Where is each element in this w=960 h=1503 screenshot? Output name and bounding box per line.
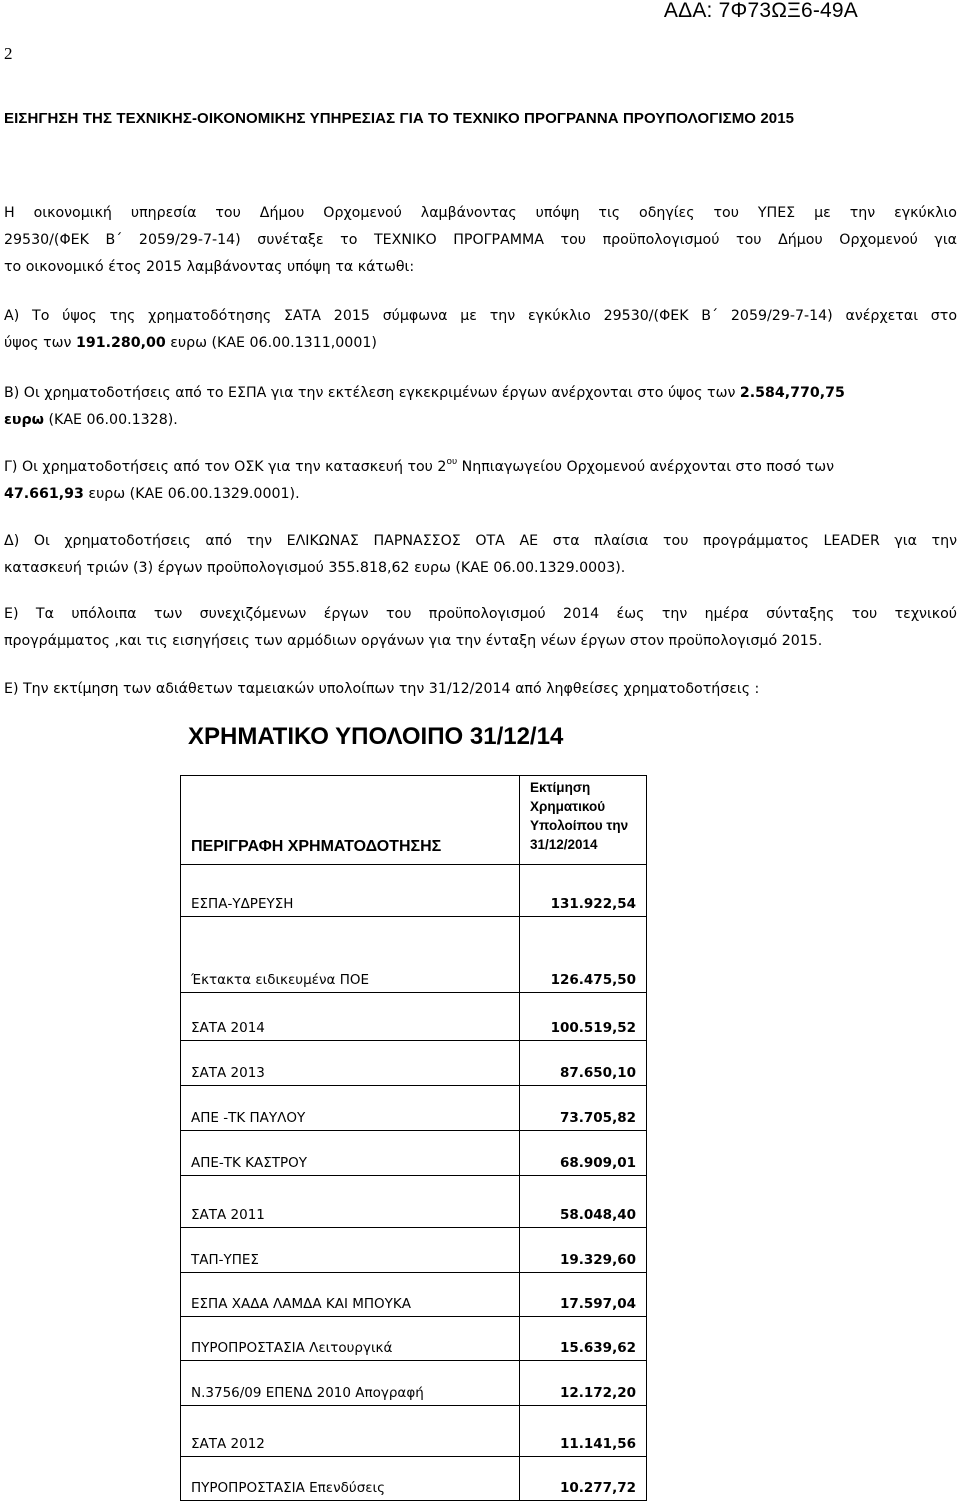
balance-table: [180, 775, 647, 1501]
item-a-line: Α) Το ύψος της χρηματοδότησης ΣΑΤΑ 2015 σύμφωνα με την εγκύκλιο 29530/(ΦΕΚ Β΄ 2059/29-7-14) ανέρχεται στο: [4, 308, 957, 324]
item-b-amount: 2.584,770,75: [739, 385, 845, 401]
row-description: ΣΑΤΑ 2013: [181, 1041, 520, 1086]
table-row: [181, 1228, 647, 1273]
row-description: ΑΠΕ-ΤΚ ΚΑΣΤΡΟΥ: [181, 1131, 520, 1176]
table-header-row: [181, 776, 647, 865]
header-amount-line: Υπολοίπου την: [530, 818, 629, 833]
item-d-line: κατασκευή τριών (3) έργων προϋπολογισμού 355.818,62 ευρω (ΚΑΕ 06.00.1329.0003).: [4, 560, 626, 576]
table-row: [181, 1317, 647, 1361]
header-amount-line: Εκτίμηση: [530, 780, 591, 795]
intro-line: 29530/(ΦΕΚ Β΄ 2059/29-7-14) συνέταξε το ΤΕΧΝΙΚΟ ΠΡΟΓΡΑΜΜΑ του προϋπολογισμού του Δήμου Ορχομενού για: [4, 232, 957, 248]
table-row: [181, 993, 647, 1041]
ada-code: ΑΔΑ: 7Φ73ΩΞ6-49Α: [663, 0, 858, 22]
text: Γ) Οι χρηματοδοτήσεις από τον ΟΣΚ για την κατασκευή του 2: [4, 459, 447, 475]
document-heading: ΕΙΣΗΓΗΣΗ ΤΗΣ ΤΕΧΝΙΚΗΣ-ΟΙΚΟΝΟΜΙΚΗΣ ΥΠΗΡΕΣΙΑΣ ΓΙΑ ΤΟ ΤΕΧΝΙΚΟ ΠΡΟΓΡΑΝΝΑ ΠΡΟΥΠΟΛΟΓΙΣΜΟ 2015: [4, 110, 795, 127]
table-title: ΧΡΗΜΑΤΙΚΟ ΥΠΟΛΟΙΠΟ 31/12/14: [188, 723, 564, 750]
row-description: ΠΥΡΟΠΡΟΣΤΑΣΙΑ Επενδύσεις: [181, 1457, 520, 1501]
row-description: Έκτακτα ειδικευμένα ΠΟΕ: [181, 917, 520, 993]
header-description: ΠΕΡΙΓΡΑΦΗ ΧΡΗΜΑΤΟΔΟΤΗΣΗΣ: [181, 776, 520, 865]
table-row: [181, 1361, 647, 1406]
item-c-line: [4, 454, 957, 481]
item-b-line: [4, 380, 957, 407]
item-b-paragraph: [4, 380, 957, 434]
item-c-paragraph: [4, 454, 957, 508]
intro-paragraph: [4, 200, 957, 281]
table-row: [181, 1041, 647, 1086]
item-a-amount: 191.280,00: [75, 335, 166, 351]
text: ύψος των: [4, 335, 76, 351]
row-amount: 87.650,10: [520, 1041, 647, 1086]
table-row: [181, 1273, 647, 1317]
row-amount: 68.909,01: [520, 1131, 647, 1176]
row-description: ΠΥΡΟΠΡΟΣΤΑΣΙΑ Λειτουργικά: [181, 1317, 520, 1361]
row-description: Ν.3756/09 ΕΠΕΝΔ 2010 Απογραφή: [181, 1361, 520, 1406]
row-amount: 12.172,20: [520, 1361, 647, 1406]
item-e2-paragraph: [4, 676, 957, 703]
table-body: [181, 776, 647, 1501]
row-amount: 15.639,62: [520, 1317, 647, 1361]
item-b-line: [4, 407, 957, 434]
row-description: ΕΣΠΑ ΧΑΔΑ ΛΑΜΔΑ ΚΑΙ ΜΠΟΥΚΑ: [181, 1273, 520, 1317]
text: (ΚΑΕ 06.00.1328).: [43, 412, 178, 428]
item-a-paragraph: [4, 303, 957, 357]
text: Νηπιαγωγείου Ορχομενού ανέρχονται στο ποσό των: [457, 459, 835, 475]
table-row: [181, 865, 647, 917]
row-amount: 11.141,56: [520, 1406, 647, 1457]
row-amount: 10.277,72: [520, 1457, 647, 1501]
item-d-paragraph: [4, 528, 957, 582]
item-e1-line: προγράμματος ,και τις εισηγήσεις των αρμόδιων οργάνων για την ένταξη νέων έργων στον προϋπολογισμό 2015.: [4, 633, 823, 649]
row-amount: 126.475,50: [520, 917, 647, 993]
row-amount: 131.922,54: [520, 865, 647, 917]
item-b-currency: ευρω: [4, 412, 44, 428]
item-e1-line: Ε) Τα υπόλοιπα των συνεχιζόμενων έργων του προϋπολογισμού 2014 έως την ημέρα σύνταξης του τεχνικού: [4, 606, 957, 622]
row-description: ΑΠΕ -ΤΚ ΠΑΥΛΟΥ: [181, 1086, 520, 1131]
header-amount-line: 31/12/2014: [530, 837, 598, 852]
text: Β) Οι χρηματοδοτήσεις από το ΕΣΠΑ για την εκτέλεση εγκεκριμένων έργων ανέρχονται στο ύψος των: [4, 385, 740, 401]
item-d-line: Δ) Οι χρηματοδοτήσεις από την ΕΛΙΚΩΝΑΣ ΠΑΡΝΑΣΣΟΣ ΟΤΑ ΑΕ στα πλαίσια του προγράμματος LEADER για την: [4, 533, 957, 549]
header-amount: [520, 776, 647, 865]
item-e1-paragraph: [4, 601, 957, 655]
row-amount: 19.329,60: [520, 1228, 647, 1273]
table-row: [181, 1457, 647, 1501]
row-description: ΕΣΠΑ-ΥΔΡΕΥΣΗ: [181, 865, 520, 917]
header-amount-line: Χρηματικού: [530, 799, 606, 814]
table-row: [181, 1086, 647, 1131]
row-description: ΣΑΤΑ 2011: [181, 1176, 520, 1228]
table-row: [181, 1131, 647, 1176]
intro-line: το οικονομικό έτος 2015 λαμβάνοντας υπόψη τα κάτωθι:: [4, 259, 415, 275]
table-row: [181, 917, 647, 993]
row-amount: 17.597,04: [520, 1273, 647, 1317]
table-row: [181, 1406, 647, 1457]
text: ευρω (ΚΑΕ 06.00.1311,0001): [165, 335, 377, 351]
row-description: ΣΑΤΑ 2012: [181, 1406, 520, 1457]
text: ευρω (ΚΑΕ 06.00.1329.0001).: [83, 486, 300, 502]
item-e2-line: Ε) Την εκτίμηση των αδιάθετων ταμειακών υπολοίπων την 31/12/2014 από ληφθείσες χρηματοδοτήσεις :: [4, 681, 760, 697]
item-c-line: [4, 481, 957, 508]
table-row: [181, 1176, 647, 1228]
row-description: ΤΑΠ-ΥΠΕΣ: [181, 1228, 520, 1273]
item-a-line: [4, 330, 957, 357]
superscript: ου: [446, 457, 458, 467]
page-number: 2: [4, 44, 13, 63]
row-description: ΣΑΤΑ 2014: [181, 993, 520, 1041]
row-amount: 100.519,52: [520, 993, 647, 1041]
row-amount: 73.705,82: [520, 1086, 647, 1131]
item-c-amount: 47.661,93: [4, 486, 84, 502]
intro-line: Η οικονομική υπηρεσία του Δήμου Ορχομενού λαμβάνοντας υπόψη τις οδηγίες του ΥΠΕΣ με την εγκύκλιο: [4, 205, 957, 221]
row-amount: 58.048,40: [520, 1176, 647, 1228]
